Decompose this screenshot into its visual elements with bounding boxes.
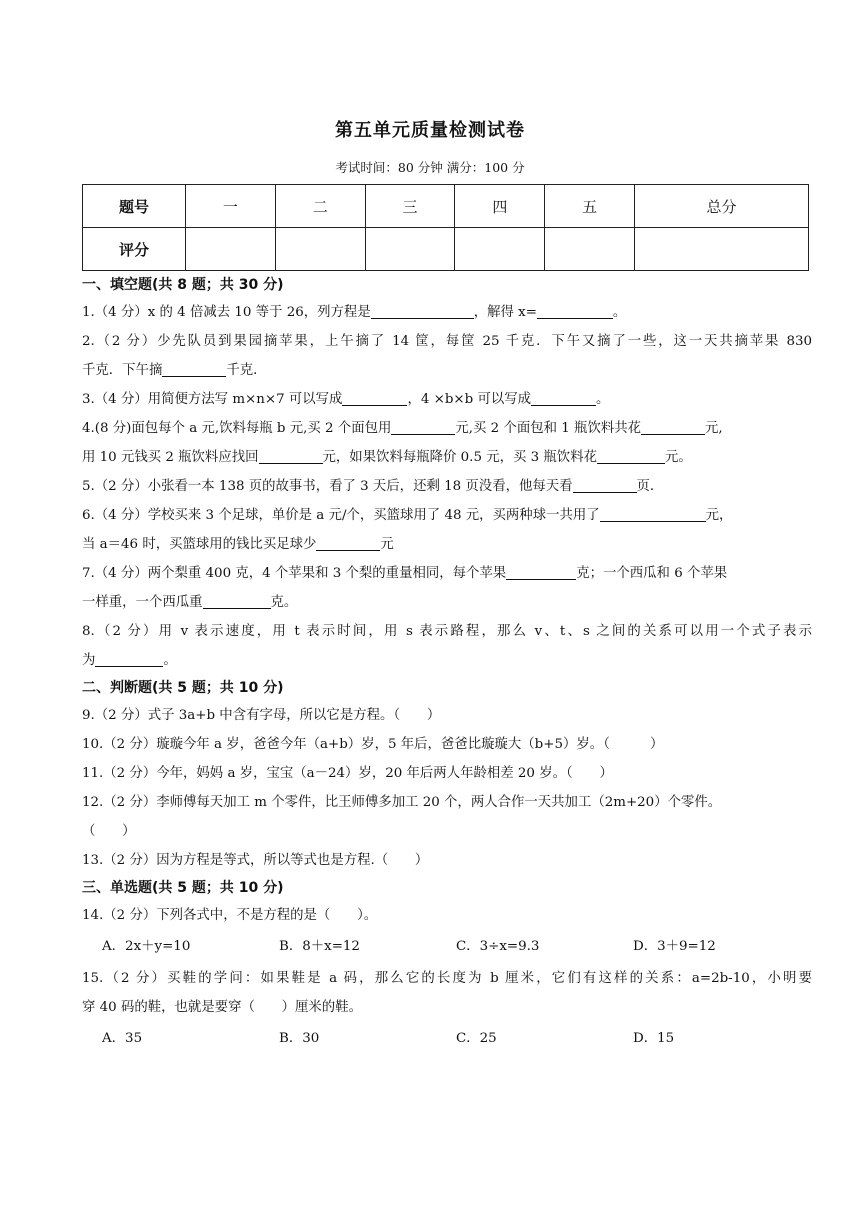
question-text: 克；一个西瓜和 6 个苹果 — [576, 566, 728, 581]
table-cell: 评分 — [83, 228, 186, 271]
question-11: 11.（2 分）今年，妈妈 a 岁，宝宝（a－24）岁，20 年后两人年龄相差 20 岁。（ ） — [82, 766, 613, 781]
question-text: ，解得 x= — [473, 305, 537, 320]
question-5 — [82, 472, 812, 501]
answer-blank[interactable] — [573, 477, 637, 493]
section-title: 一、填空题(共 8 题；共 30 分) — [82, 277, 284, 293]
answer-blank[interactable] — [641, 419, 705, 435]
score-cell[interactable] — [275, 228, 365, 271]
answer-blank[interactable] — [531, 390, 596, 406]
option-d[interactable]: D．15 — [633, 1031, 675, 1046]
question-2-cont — [82, 356, 812, 385]
answer-blank[interactable] — [506, 564, 576, 580]
question-4-cont — [82, 443, 812, 472]
answer-blank[interactable] — [597, 448, 665, 464]
question-text: 元, — [705, 421, 723, 436]
question-7-cont — [82, 588, 812, 617]
option-a[interactable]: A．2x＋y=10 — [102, 939, 191, 954]
answer-blank[interactable] — [162, 361, 226, 377]
table-cell: 二 — [275, 185, 365, 228]
question-12: 12.（2 分）李师傅每天加工 m 个零件，比王师傅多加工 20 个，两人合作一天共加工（2m+20）个零件。 — [82, 795, 722, 810]
question-text: 6.（4 分）学校买来 3 个足球，单价是 a 元/个，买篮球用了 48 元，买两种球一共用了 — [82, 508, 600, 523]
question-15: 15.（2 分）买鞋的学问：如果鞋是 a 码，那么它的长度为 b 厘米，它们有这样的关系：a=2b-10，小明要 — [82, 971, 812, 986]
question-text: 4.(8 分)面包每个 a 元,饮料每瓶 b 元,买 2 个面包用 — [82, 421, 392, 436]
question-text: 一样重，一个西瓜重 — [82, 595, 203, 610]
question-text: 5.（2 分）小张看一本 138 页的故事书，看了 3 天后，还剩 18 页没看，他每天看 — [82, 479, 573, 494]
question-text: 用 10 元钱买 2 瓶饮料应找回 — [82, 450, 259, 465]
question-10: 10.（2 分）璇璇今年 a 岁，爸爸今年（a+b）岁，5 年后，爸爸比璇璇大（b+5）岁。（ ） — [82, 737, 664, 752]
answer-blank[interactable] — [95, 651, 163, 667]
question-text: 1.（4 分）x 的 4 倍减去 10 等于 26，列方程是 — [82, 305, 371, 320]
score-cell[interactable] — [365, 228, 455, 271]
answer-blank[interactable] — [537, 303, 613, 319]
questions — [82, 272, 812, 1056]
options-14 — [82, 930, 812, 964]
question-text: 。 — [163, 653, 177, 668]
question-text: ，4 ×b×b 可以写成 — [407, 392, 532, 407]
question-6-cont — [82, 530, 812, 559]
question-8: 8.（2 分）用 v 表示速度，用 t 表示时间，用 s 表示路程，那么 v、t、s 之间的关系可以用一个式子表示 — [82, 624, 812, 639]
answer-blank[interactable] — [203, 593, 271, 609]
answer-blank[interactable] — [391, 419, 455, 435]
score-table-row-header — [83, 185, 809, 228]
question-text: 元,买 2 个面包和 1 瓶饮料共花 — [455, 421, 642, 436]
question-8-cont — [82, 646, 812, 675]
question-14: 14.（2 分）下列各式中，不是方程的是（ ）。 — [82, 908, 378, 923]
answer-blank[interactable] — [259, 448, 323, 464]
option-b[interactable]: B．8＋x=12 — [279, 939, 360, 954]
question-12-cont: （ ） — [82, 824, 136, 839]
question-text: 元， — [705, 508, 733, 523]
question-text: 页． — [636, 479, 664, 494]
options-15 — [82, 1022, 812, 1056]
question-text: 千克． — [226, 363, 267, 378]
question-1 — [82, 298, 812, 327]
option-d[interactable]: D．3＋9=12 — [633, 939, 716, 954]
question-text: 7.（4 分）两个梨重 400 克，4 个苹果和 3 个梨的重量相同，每个苹果 — [82, 566, 507, 581]
question-text: 为 — [82, 653, 96, 668]
score-table — [82, 184, 809, 271]
table-cell: 五 — [545, 185, 635, 228]
page-title: 第五单元质量检测试卷 — [335, 120, 525, 141]
question-text: 。 — [596, 392, 610, 407]
question-15-cont: 穿 40 码的鞋，也就是要穿（ ）厘米的鞋。 — [82, 1000, 362, 1015]
question-9: 9.（2 分）式子 3a+b 中含有字母，所以它是方程。（ ） — [82, 708, 441, 723]
answer-blank[interactable] — [342, 390, 407, 406]
table-cell: 四 — [455, 185, 545, 228]
score-table-row-score — [83, 228, 809, 271]
score-cell[interactable] — [455, 228, 545, 271]
score-cell[interactable] — [545, 228, 635, 271]
question-text: 千克．下午摘 — [82, 363, 163, 378]
question-text: 3.（4 分）用简便方法写 m×n×7 可以写成 — [82, 392, 343, 407]
question-13: 13.（2 分）因为方程是等式，所以等式也是方程.（ ） — [82, 853, 429, 868]
question-text: 当 a＝46 时，买篮球用的钱比买足球少 — [82, 537, 317, 552]
question-text: 克。 — [270, 595, 298, 610]
question-3 — [82, 385, 812, 414]
answer-blank[interactable] — [316, 535, 380, 551]
table-cell: 一 — [186, 185, 276, 228]
table-cell: 总分 — [635, 185, 809, 228]
exam-info: 考试时间：80 分钟 满分：100 分 — [335, 160, 525, 175]
question-2: 2.（2 分）少先队员到果园摘苹果，上午摘了 14 筐，每筐 25 千克．下午又摘了一些，这一天共摘苹果 830 — [82, 334, 812, 349]
table-cell: 三 — [365, 185, 455, 228]
option-c[interactable]: C．3÷x=9.3 — [456, 939, 540, 954]
score-cell[interactable] — [635, 228, 809, 271]
score-cell[interactable] — [186, 228, 276, 271]
question-text: 元 — [380, 537, 394, 552]
answer-blank[interactable] — [600, 506, 706, 522]
section-title: 二、判断题(共 5 题；共 10 分) — [82, 680, 284, 696]
question-text: 元。 — [664, 450, 692, 465]
option-b[interactable]: B．30 — [279, 1031, 320, 1046]
question-7 — [82, 559, 812, 588]
table-cell: 题号 — [83, 185, 186, 228]
option-a[interactable]: A．35 — [102, 1031, 143, 1046]
question-text: 元，如果饮料每瓶降价 0.5 元，买 3 瓶饮料花 — [322, 450, 597, 465]
answer-blank[interactable] — [371, 303, 474, 319]
question-6 — [82, 501, 812, 530]
question-4 — [82, 414, 812, 443]
question-text: 。 — [612, 305, 627, 320]
section-title: 三、单选题(共 5 题；共 10 分) — [82, 880, 284, 896]
option-c[interactable]: C．25 — [456, 1031, 497, 1046]
